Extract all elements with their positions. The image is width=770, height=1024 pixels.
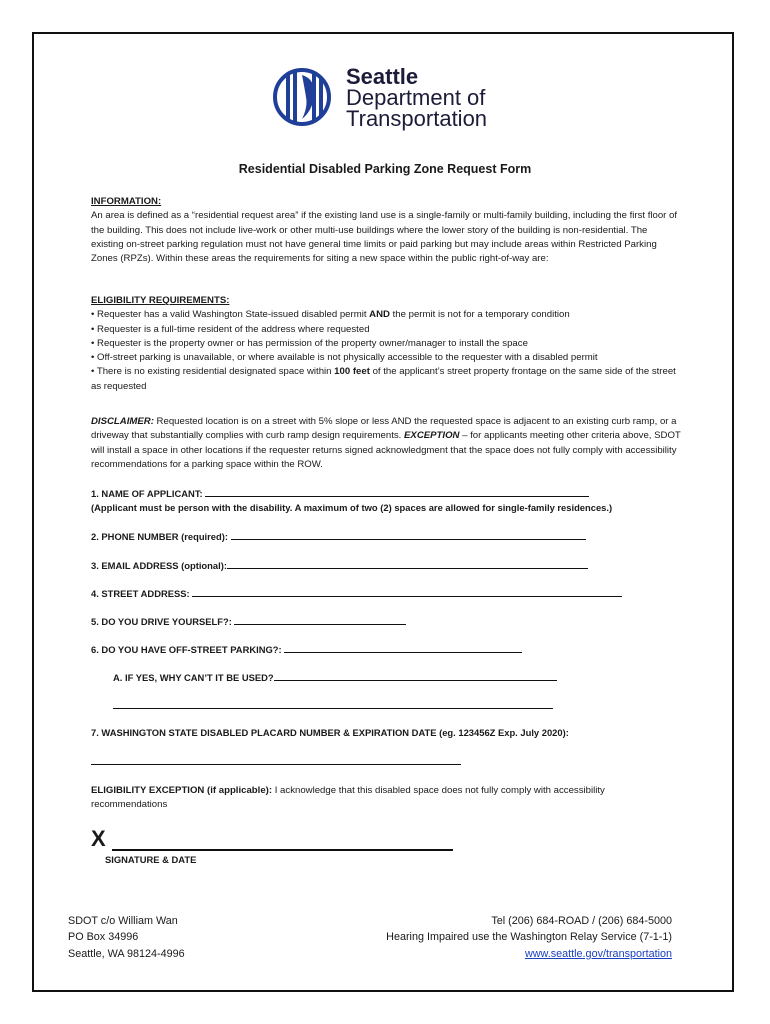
address-line: SDOT c/o William Wan	[68, 915, 178, 927]
eligibility-item: • Requester is a full-time resident of the address where requested	[91, 323, 370, 335]
phone-number-field[interactable]: 2. PHONE NUMBER (required):	[91, 530, 586, 542]
website-link[interactable]: www.seattle.gov/transportation	[524, 947, 672, 960]
logo-line-department: Department of	[346, 85, 486, 110]
address-line: PO Box 34996	[68, 931, 139, 944]
signature-label: SIGNATURE & DATE	[105, 854, 197, 865]
eligibility-heading: ELIGIBILITY REQUIREMENTS:	[91, 295, 230, 306]
information-heading: INFORMATION:	[91, 196, 162, 207]
street-address-field[interactable]: 4. STREET ADDRESS:	[91, 587, 622, 599]
why-not-used-field[interactable]: A. IF YES, WHY CAN’T IT BE USED?	[113, 671, 557, 683]
applicant-note: (Applicant must be person with the disability. A maximum of two (2) spaces are allowed for single-family residences.)	[91, 502, 613, 513]
placard-number-field: 7. WASHINGTON STATE DISABLED PLACARD NUMBER & EXPIRATION DATE (eg. 123456Z Exp. July 2020):	[91, 727, 569, 738]
eligibility-item: • Requester has a valid Washington State-issued disabled permit AND the permit is not for a temporary condition	[91, 309, 570, 321]
contact-info	[386, 913, 672, 962]
logo-line-seattle: Seattle	[346, 64, 419, 89]
email-address-field[interactable]: 3. EMAIL ADDRESS (optional):	[91, 559, 588, 571]
form-title: Residential Disabled Parking Zone Request Form	[238, 162, 532, 176]
exception-ack-label: ELIGIBILITY EXCEPTION (if applicable):	[91, 785, 273, 796]
exception-label: EXCEPTION	[404, 430, 460, 442]
applicant-name-field[interactable]: 1. NAME OF APPLICANT:	[91, 487, 589, 499]
disclaimer-label: DISCLAIMER:	[91, 416, 154, 427]
signature-line[interactable]	[112, 849, 453, 851]
eligibility-item: • Requester is the property owner or has permission of the property owner/manager to install the space	[91, 337, 528, 349]
placard-number-line[interactable]	[91, 755, 461, 767]
mailing-address	[68, 913, 185, 962]
phone-numbers: Tel (206) 684-ROAD / (206) 684-5000	[491, 915, 672, 927]
exception-acknowledgment: ELIGIBILITY EXCEPTION (if applicable): I acknowledge that this disabled space does not fully comply with accessibility recommendations	[91, 785, 605, 811]
address-line: Seattle, WA 98124-4996	[68, 947, 185, 960]
eligibility-item: • Off-street parking is unavailable, or where available is not physically accessible to the requester with a disabled permit	[91, 352, 598, 364]
department-name	[346, 66, 487, 129]
logo-line-transportation: Transportation	[346, 106, 488, 131]
disclaimer-section: DISCLAIMER: Requested location is on a street with 5% slope or less AND the requested space is adjacent to an existing curb ramp, or a driveway that substantially complies with curb ramp design requirements. EXCEPTION – for applicants meeting other criteria above, SDOT will install a space in other locations if the requester returns signed acknowledgment that the space does not fully comply with accessibility recommendations for a parking space within the ROW.	[91, 416, 681, 470]
why-not-used-line2[interactable]	[113, 699, 553, 711]
eligibility-item: • There is no existing residential designated space within 100 feet of the applicant’s street property frontage on the same side of the street as requested	[91, 366, 676, 392]
relay-service: Hearing Impaired use the Washington Relay Service (7-1-1)	[386, 931, 672, 944]
eligibility-section	[91, 294, 681, 394]
signature-x-mark: X	[91, 826, 106, 851]
information-text: An area is defined as a “residential request area” if the existing land use is a single-family or multi-family building, including the first floor of the building. This does not include live-work or other multi-use buildings where the lower story of the building is non-residential. The existing on-street parking regulation must not have general time limits or paid parking but may include areas within Restricted Parking Zones (RPZs). Within these areas the requirements for siting a new space within the public right-of-way are:	[91, 210, 678, 265]
off-street-parking-field[interactable]: 6. DO YOU HAVE OFF-STREET PARKING?:	[91, 643, 522, 655]
information-section	[91, 195, 681, 266]
drive-yourself-field[interactable]: 5. DO YOU DRIVE YOURSELF?:	[91, 615, 406, 627]
